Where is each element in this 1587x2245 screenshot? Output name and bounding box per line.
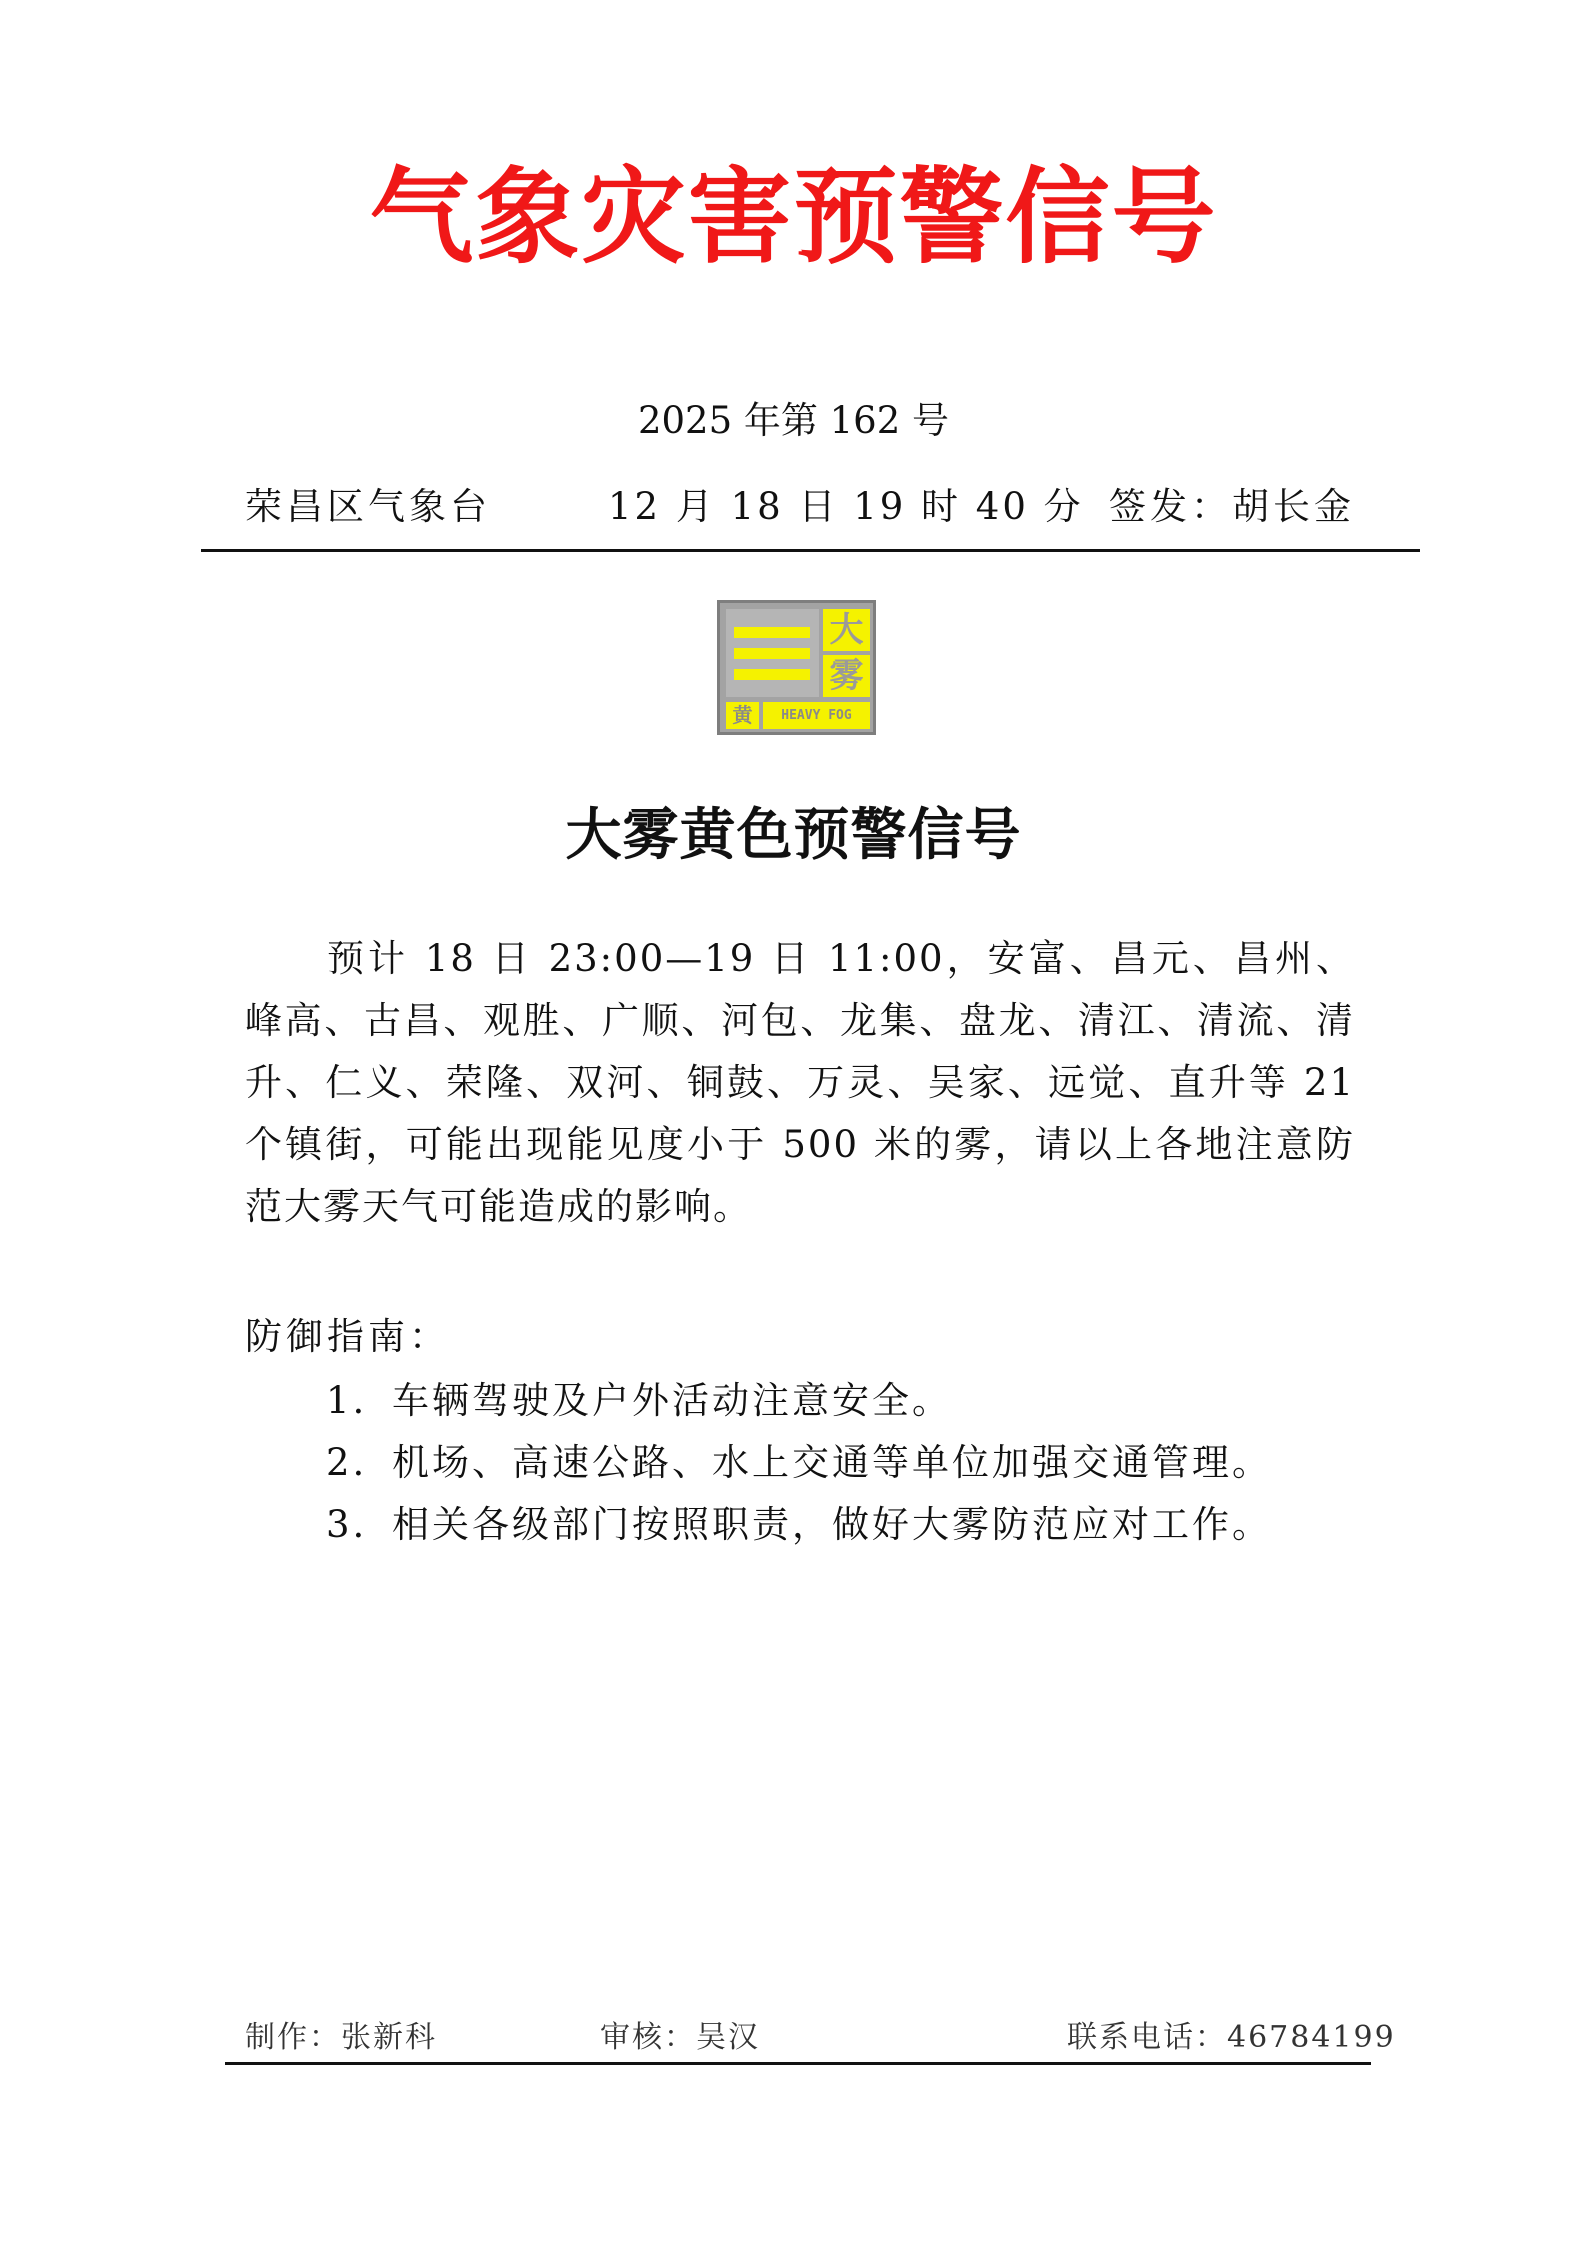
list-item (326, 1441, 1272, 1506)
list-item-number: 1. (326, 1379, 368, 1422)
issue-number: 2025 年第 162 号 (637, 399, 950, 442)
fog-bar (734, 648, 810, 659)
warning-body (245, 928, 1355, 1238)
signal-char-wu: 雾 (823, 655, 870, 697)
warning-paragraph: 预计 18 日 23:00—19 日 11:00，安富、昌元、昌州、峰高、古昌、观胜、广顺、河包、龙集、盘龙、清江、清流、清升、仁义、荣隆、双河、铜鼓、万灵、吴家、远觉、直升等 21 个镇街，可能出现能见度小于 500 米的雾，请以上各地注意防范大雾天气可能造成的影响。 (245, 937, 1355, 1228)
issuing-office: 荣昌区气象台 (245, 485, 491, 528)
signal-english-label: HEAVY FOG (763, 702, 870, 729)
issue-meta-row (245, 485, 1355, 528)
fog-bar (734, 669, 810, 680)
signal-level-char: 黄 (726, 702, 759, 729)
footer-divider (225, 2062, 1371, 2065)
signal-title: 大雾黄色预警信号 (565, 802, 1022, 868)
header-divider (201, 549, 1420, 552)
list-item-text: 车辆驾驶及户外活动注意安全。 (392, 1379, 952, 1422)
defense-guide-list (326, 1379, 1272, 1568)
signer: 签发：胡长金 (1109, 485, 1355, 528)
defense-guide-heading: 防御指南： (245, 1315, 450, 1358)
fog-bar (734, 627, 810, 638)
list-item-text: 机场、高速公路、水上交通等单位加强交通管理。 (392, 1441, 1272, 1484)
issue-time: 12 月 18 日 19 时 40 分 (608, 485, 1084, 528)
signal-char-box (823, 609, 870, 697)
footer-row (245, 2020, 1396, 2057)
heavy-fog-yellow-signal-icon (717, 600, 876, 735)
footer-reviewer: 审核：吴汉 (600, 2020, 760, 2055)
footer-maker: 制作：张新科 (245, 2020, 437, 2055)
list-item-number: 3. (326, 1503, 368, 1546)
list-item-text: 相关各级部门按照职责，做好大雾防范应对工作。 (392, 1503, 1272, 1546)
document-title: 气象灾害预警信号 (369, 155, 1218, 278)
fog-bars-icon (726, 609, 819, 697)
list-item (326, 1379, 1272, 1444)
list-item-number: 2. (326, 1441, 368, 1484)
footer-phone: 联系电话：46784199 (1067, 2020, 1396, 2055)
list-item (326, 1503, 1272, 1568)
signal-char-da: 大 (823, 609, 870, 651)
